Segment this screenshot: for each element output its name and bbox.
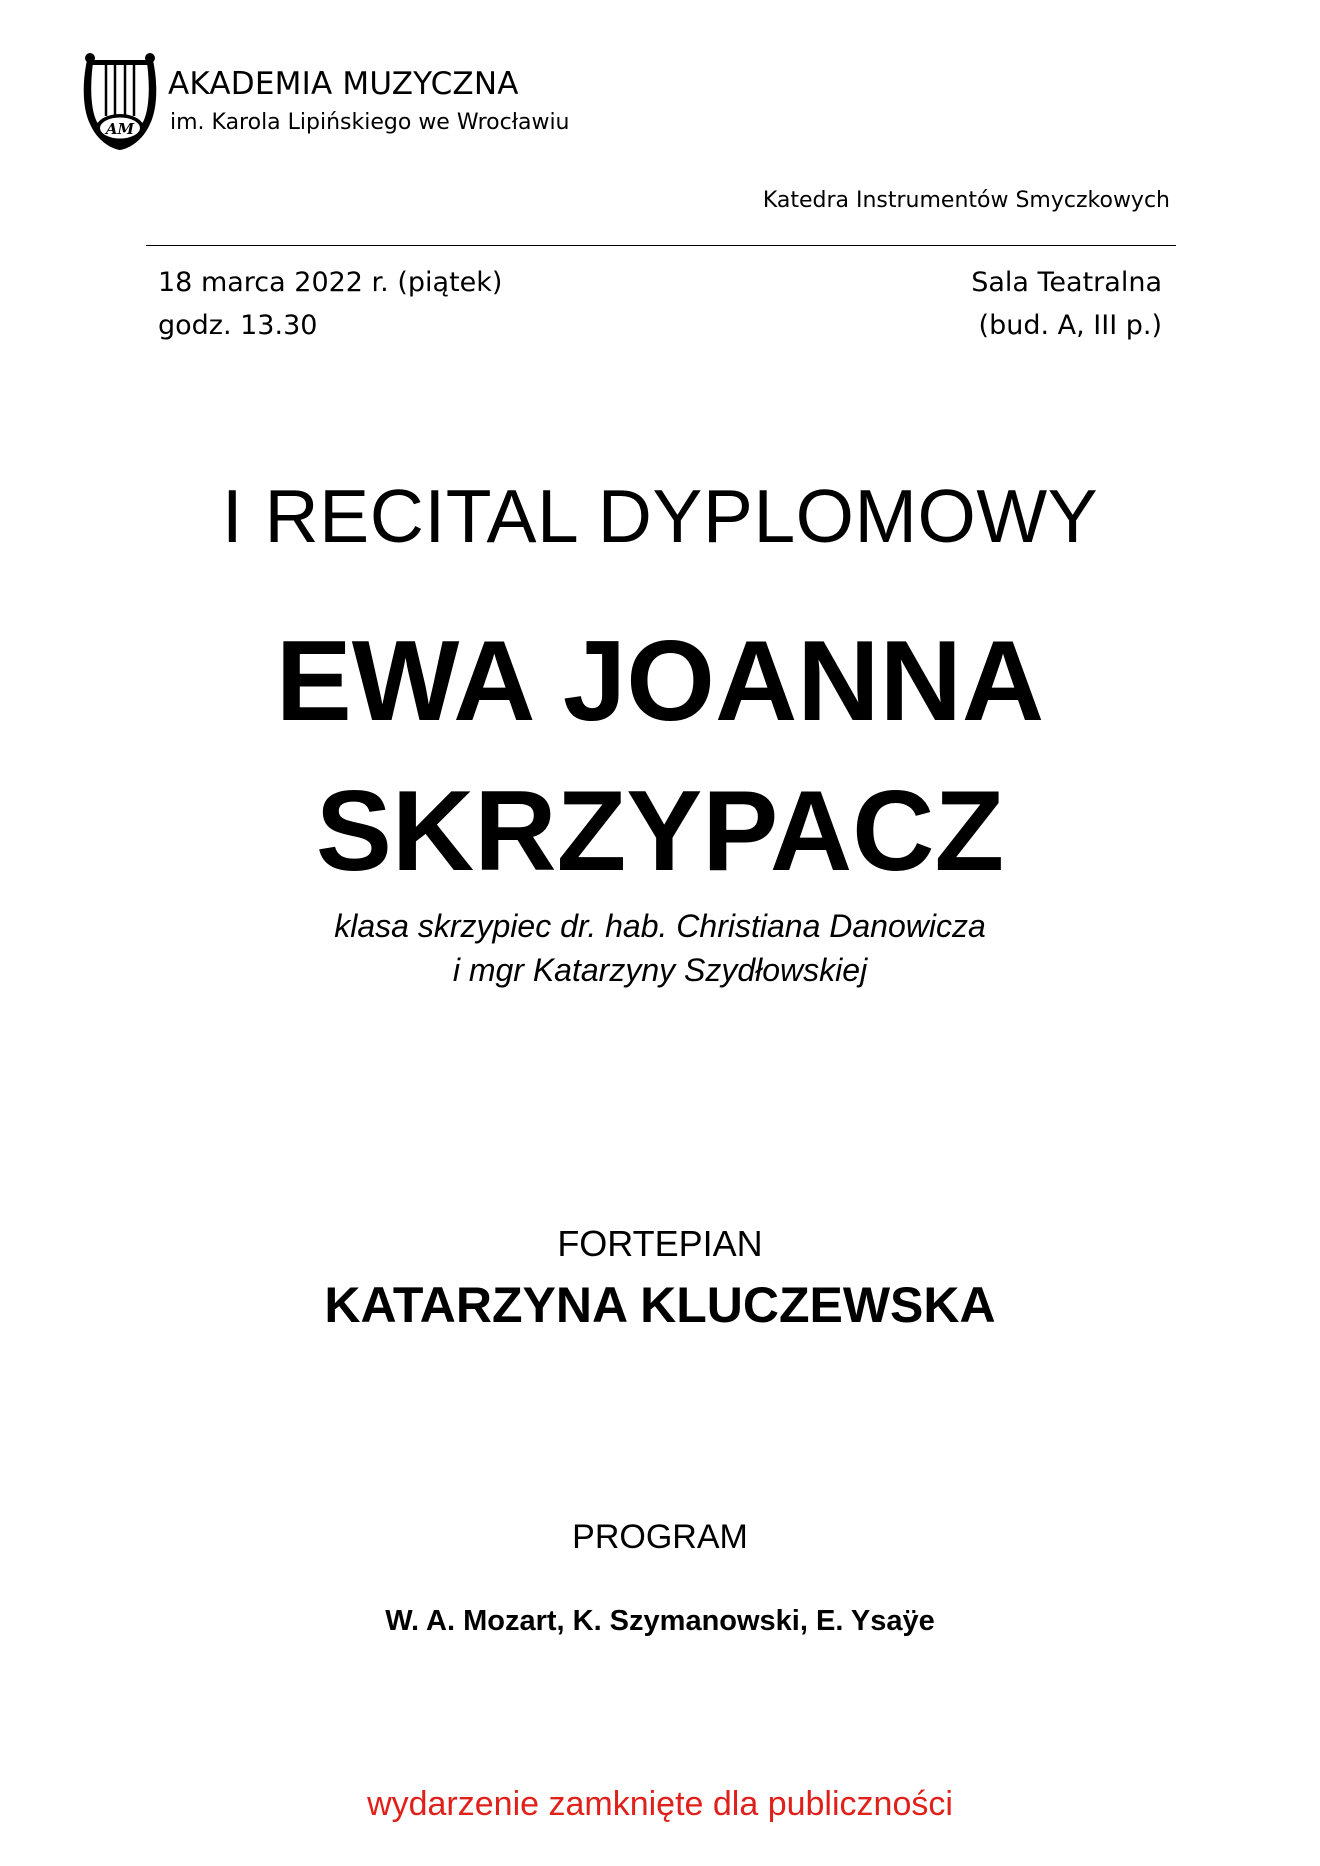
- class-info-line-1: klasa skrzypiec dr. hab. Christiana Danowicza: [334, 908, 986, 944]
- lyre-logo-icon: [80, 50, 160, 154]
- event-building: (bud. A, III p.): [978, 310, 1162, 341]
- event-date: 18 marca 2022 r. (piątek): [158, 267, 503, 298]
- event-venue: Sala Teatralna: [971, 267, 1162, 298]
- department-name: Katedra Instrumentów Smyczkowych: [762, 188, 1170, 213]
- event-time: godz. 13.30: [158, 310, 318, 341]
- performer-first-names: EWA JOANNA: [275, 618, 1045, 745]
- closed-event-notice: wydarzenie zamknięte dla publiczności: [367, 1785, 953, 1823]
- event-title: I RECITAL DYPLOMOWY: [221, 474, 1099, 558]
- performer-last-name: SKRZYPACZ: [315, 768, 1005, 895]
- header-divider: [146, 245, 1176, 246]
- accompanist-instrument: FORTEPIAN: [557, 1223, 763, 1264]
- logo-monogram: AM: [105, 120, 135, 138]
- program-composers: W. A. Mozart, K. Szymanowski, E. Ysaÿe: [385, 1605, 935, 1637]
- class-info-line-2: i mgr Katarzyny Szydłowskiej: [452, 952, 868, 988]
- institution-name: AKADEMIA MUZYCZNA: [168, 66, 519, 102]
- accompanist-name: KATARZYNA KLUCZEWSKA: [324, 1277, 996, 1333]
- institution-subtitle: im. Karola Lipińskiego we Wrocławiu: [170, 110, 570, 135]
- program-label: PROGRAM: [572, 1518, 748, 1556]
